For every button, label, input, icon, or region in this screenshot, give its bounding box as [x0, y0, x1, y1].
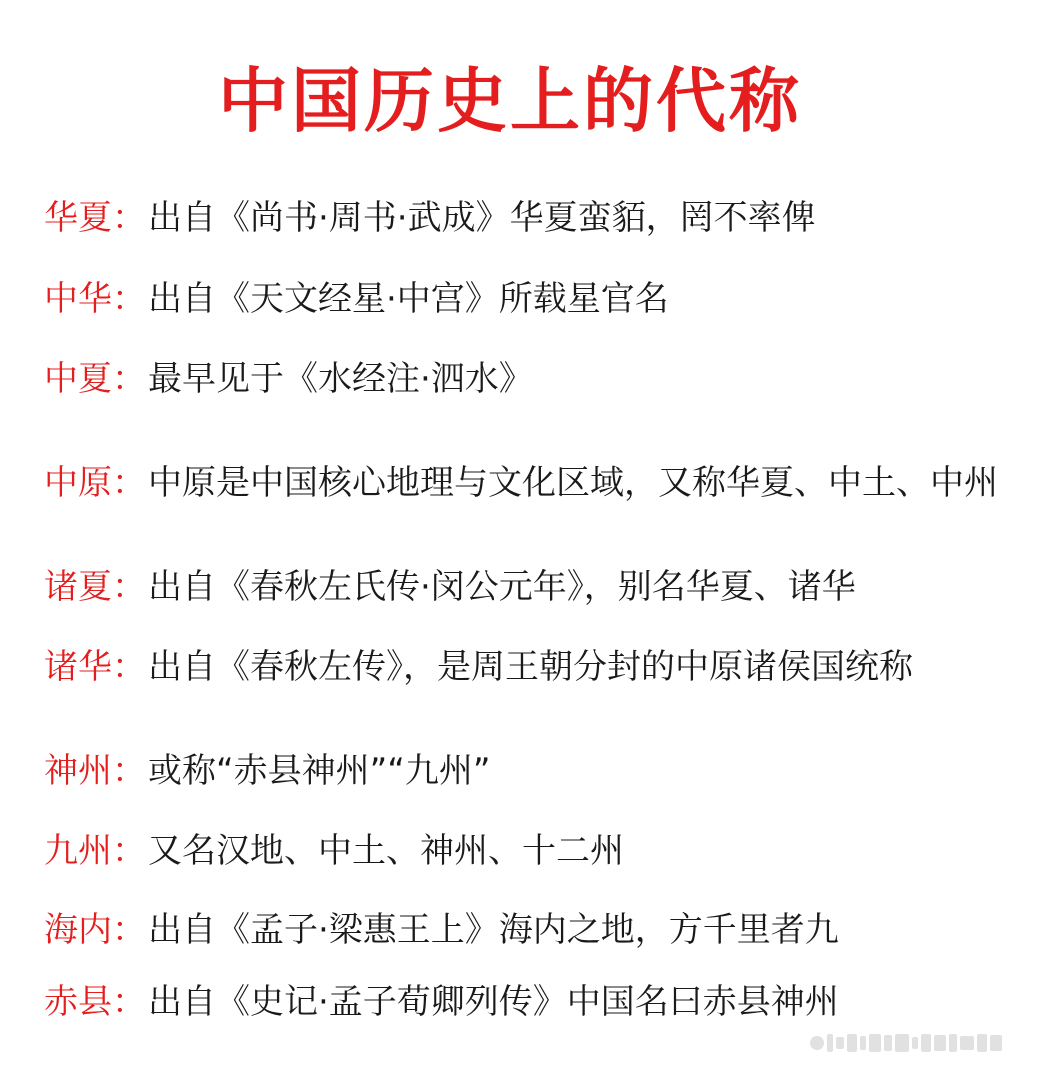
entry-jiuzhou [44, 831, 624, 871]
entry-huaxia [44, 198, 816, 238]
entry-description: 出自《春秋左氏传·闵公元年》，别名华夏、诸华 [148, 567, 856, 607]
watermark-logo [810, 1032, 1020, 1054]
entry-zhongyuan [44, 463, 998, 503]
entry-shenzhou [44, 751, 491, 791]
entry-description: 中原是中国核心地理与文化区域，又称华夏、中土、中州 [148, 463, 998, 503]
entry-term: 华夏： [44, 198, 146, 238]
entry-zhongxia [44, 359, 533, 399]
entry-hainei [44, 910, 839, 950]
entry-term: 中华： [44, 279, 146, 319]
entry-description: 出自《天文经星·中宫》所载星官名 [148, 279, 669, 319]
entry-term: 诸夏： [44, 567, 146, 607]
entry-term: 神州： [44, 751, 146, 791]
entry-description: 出自《孟子·梁惠王上》海内之地，方千里者九 [148, 910, 839, 950]
entry-zhuhua [44, 647, 913, 687]
entry-term: 海内： [44, 910, 146, 950]
entry-description: 又名汉地、中土、神州、十二州 [148, 831, 624, 871]
entry-description: 出自《春秋左传》，是周王朝分封的中原诸侯国统称 [148, 647, 913, 687]
entry-description: 最早见于《水经注·泗水》 [148, 359, 533, 399]
entry-zhonghua [44, 279, 669, 319]
entry-zhuxia [44, 567, 856, 607]
entry-term: 诸华： [44, 647, 146, 687]
entry-term: 中原： [44, 463, 146, 503]
entry-description: 出自《史记·孟子荀卿列传》中国名曰赤县神州 [148, 982, 839, 1022]
entry-description: 出自《尚书·周书·武成》华夏蛮貊，罔不率俾 [148, 198, 816, 238]
entry-chixian [44, 982, 839, 1022]
entry-term: 九州： [44, 831, 146, 871]
entry-description: 或称“赤县神州”“九州” [148, 751, 491, 791]
entry-term: 赤县： [44, 982, 146, 1022]
page-title: 中国历史上的代称 [218, 60, 802, 142]
entry-term: 中夏： [44, 359, 146, 399]
